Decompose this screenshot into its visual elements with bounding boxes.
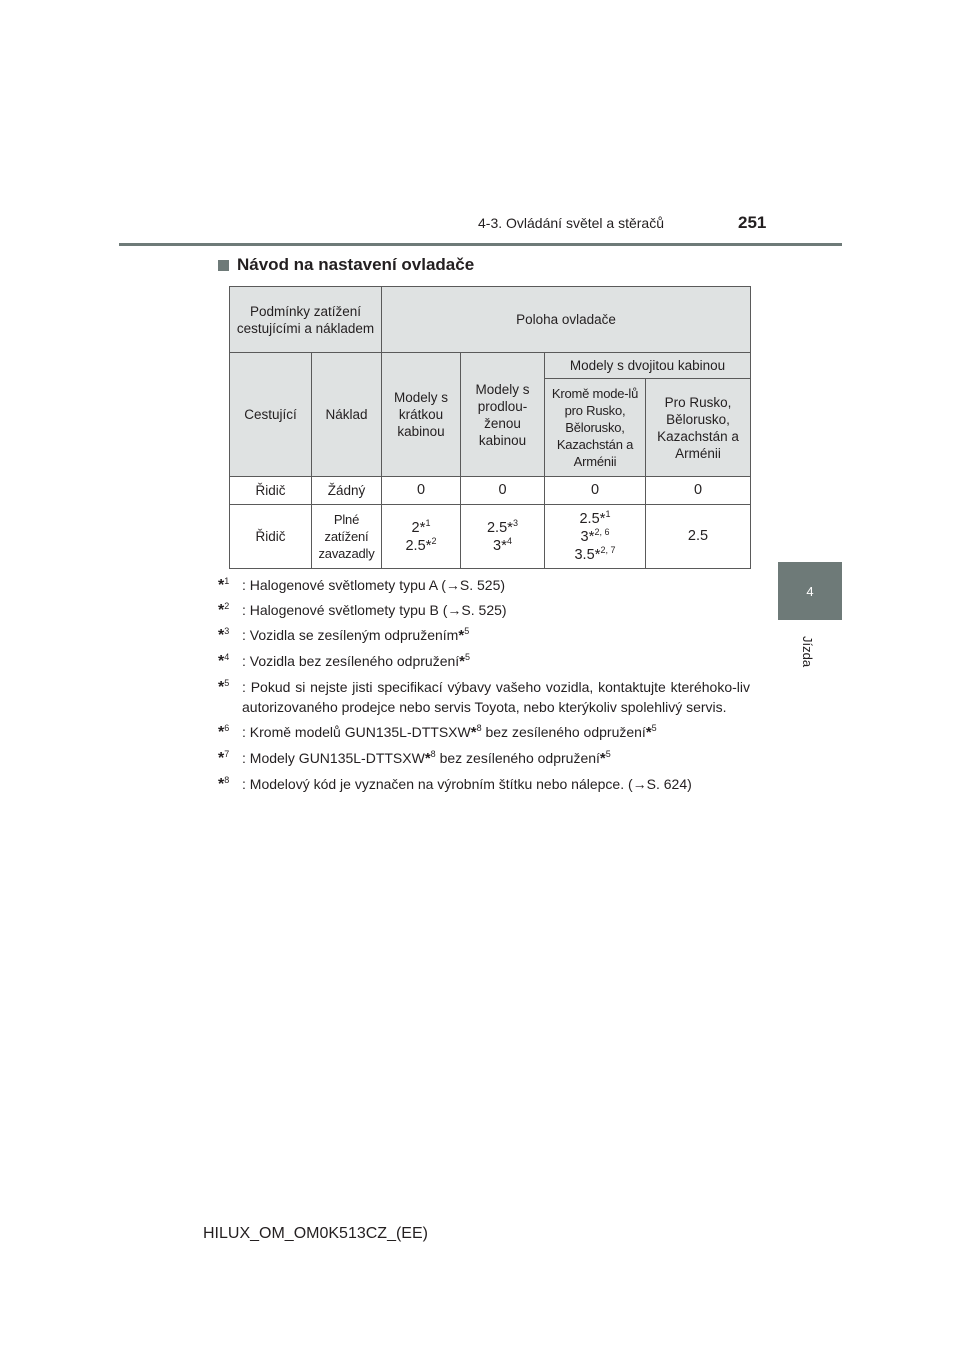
cell-cargo: Plné zatížení zavazadly <box>312 505 382 569</box>
section-heading-text: Návod na nastavení ovladače <box>237 255 475 274</box>
footnote: *$^3$ : Vozidla se zesíleným odpružením*$^5$ <box>218 626 470 644</box>
cell-short-cab: 0 <box>382 477 461 505</box>
cell-extended-cab: 0 <box>461 477 545 505</box>
conditions-header: Podmínky zatížení cestujícími a nákladem <box>230 287 382 353</box>
footnote: *$^6$ : Kromě modelů GUN135L-DTTSXW*$^8$ bez zesíleného odpružení*$^5$ <box>218 723 657 741</box>
position-header: Poloha ovladače <box>382 287 751 353</box>
chapter-tab-number: 4 <box>806 583 814 599</box>
col-header-cargo: Náklad <box>312 353 382 477</box>
col-header-extended-cab: Modely s prodlou-ženou kabinou <box>461 353 545 477</box>
cell-passenger: Řidič <box>230 477 312 505</box>
table-row <box>230 505 751 569</box>
col-header-double-cab: Modely s dvojitou kabinou <box>545 353 751 379</box>
cell-double-except: 2.5*$^1$ 3*$^{2, 6}$ 3.5*$^{2, 7}$ <box>545 505 646 569</box>
cell-double-ru: 2.5 <box>646 505 751 569</box>
table-row <box>230 477 751 505</box>
cell-double-except: 0 <box>545 477 646 505</box>
cell-short-cab: 2*$^1$ 2.5*$^2$ <box>382 505 461 569</box>
footnotes <box>218 575 750 799</box>
adjustment-table <box>229 286 751 569</box>
section-heading <box>218 254 474 276</box>
col-header-double-ru: Pro Rusko, Bělorusko, Kazachstán a Arménii <box>646 379 751 477</box>
col-header-double-except-ru: Kromě mode-lů pro Rusko, Bělorusko, Kazachstán a Arménii <box>545 379 646 477</box>
running-header-section: 4-3. Ovládání světel a stěračů <box>478 215 664 231</box>
col-header-short-cab: Modely s krátkou kabinou <box>382 353 461 477</box>
footnote: *$^4$ : Vozidla bez zesíleného odpružení*$^5$ <box>218 652 471 670</box>
footnote: *$^7$ : Modely GUN135L-DTTSXW*$^8$ bez zesíleného odpružení*$^5$ <box>218 749 611 767</box>
footnote: *$^8$ : Modelový kód je vyznačen na výrobním štítku nebo nálepce. (→S. 624) <box>218 775 692 793</box>
cell-passenger: Řidič <box>230 505 312 569</box>
square-bullet-icon <box>218 260 229 271</box>
cell-double-ru: 0 <box>646 477 751 505</box>
footnote: *$^2$ : Halogenové světlomety typu B (→S. 525) <box>218 601 507 619</box>
page-number: 251 <box>738 213 767 232</box>
footnote: *$^5$ : Pokud si nejste jisti specifikací výbavy vašeho vozidla, kontaktujte kteréhoko-liv autorizovaného prodejce nebo servis Toyota, nebo kterýkoliv spolehlivý servis. <box>218 678 750 715</box>
cell-cargo: Žádný <box>312 477 382 505</box>
chapter-label-text: Jízda <box>800 636 815 668</box>
footnote: *$^1$ : Halogenové světlomety typu A (→S. 525) <box>218 576 506 594</box>
document-code: HILUX_OM_OM0K513CZ_(EE) <box>203 1225 428 1242</box>
cell-extended-cab: 2.5*$^3$ 3*$^4$ <box>461 505 545 569</box>
col-header-passenger: Cestující <box>230 353 312 477</box>
header-divider <box>119 243 842 246</box>
chapter-label <box>783 628 843 688</box>
chapter-tab[interactable] <box>778 562 842 620</box>
